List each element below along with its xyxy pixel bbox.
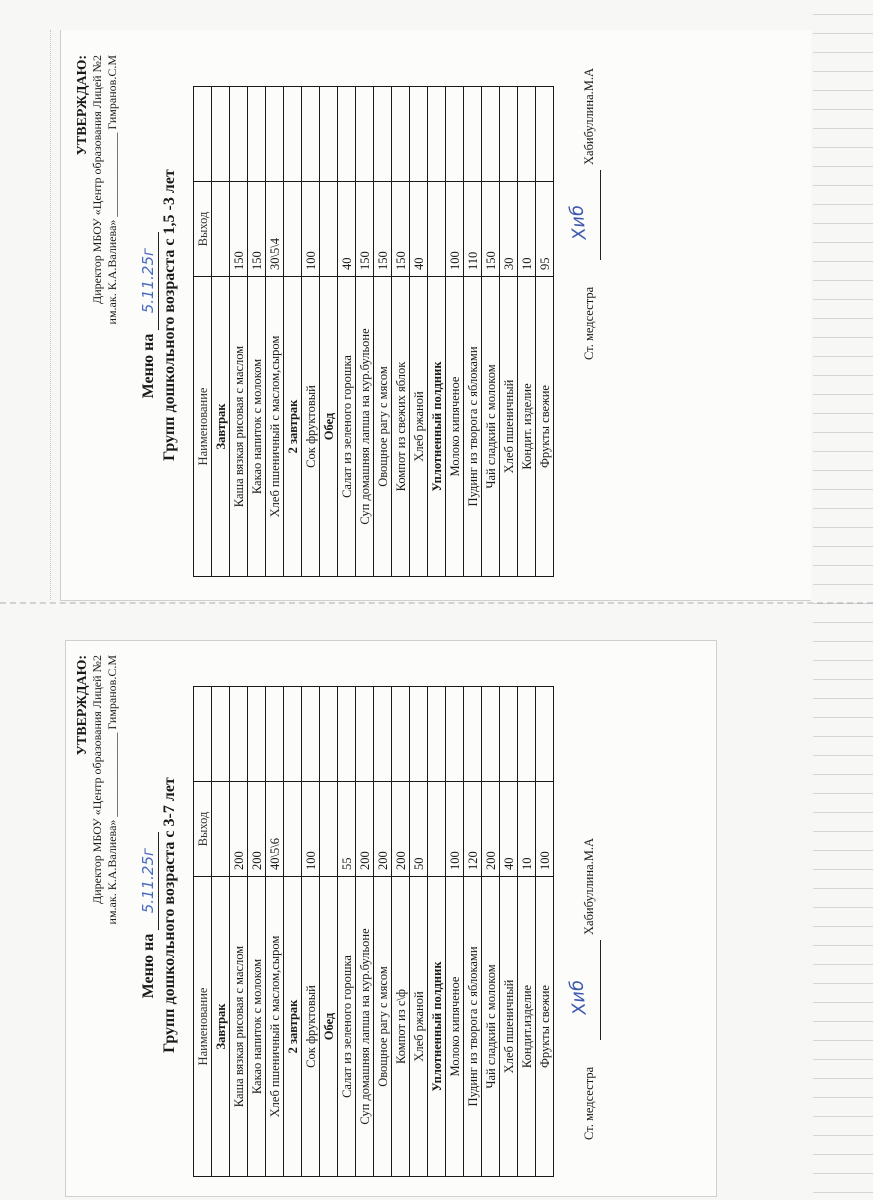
page-fold-line bbox=[0, 602, 873, 604]
column-header-output: Выход bbox=[194, 182, 212, 277]
empty-cell bbox=[518, 87, 536, 182]
dish-output: 200 bbox=[392, 782, 410, 877]
dish-output: 100 bbox=[446, 782, 464, 877]
dish-output: 150 bbox=[248, 182, 266, 277]
dish-name: Компот из свежих яблок bbox=[392, 277, 410, 577]
table-row bbox=[482, 87, 500, 577]
dish-name: Салат из зеленого горошка bbox=[338, 877, 356, 1177]
menu-label: Меню на bbox=[140, 933, 157, 999]
dish-name: Пудинг из творога с яблоками bbox=[464, 877, 482, 1177]
dish-name: Салат из зеленого горошка bbox=[338, 277, 356, 577]
approval-block bbox=[75, 655, 120, 1185]
handwritten-signature: Хиб bbox=[566, 978, 591, 1017]
meal-section-label: Завтрак bbox=[212, 277, 230, 577]
meal-section-label: Обед bbox=[320, 877, 338, 1177]
table-row bbox=[464, 87, 482, 577]
dish-name: Пудинг из творога с яблоками bbox=[464, 277, 482, 577]
dish-name: Компот из с\ф bbox=[392, 877, 410, 1177]
dish-name: Хлеб пшеничный bbox=[500, 277, 518, 577]
table-row bbox=[518, 687, 536, 1177]
dish-output: 200 bbox=[356, 782, 374, 877]
menu-title bbox=[138, 645, 159, 1185]
empty-cell bbox=[446, 87, 464, 182]
meal-section-label: Уплотненный полдник bbox=[428, 877, 446, 1177]
empty-cell bbox=[464, 687, 482, 782]
meal-section-label: 2 завтрак bbox=[284, 877, 302, 1177]
section-row bbox=[212, 687, 230, 1177]
empty-cell bbox=[536, 87, 554, 182]
dish-name: Каша вязкая рисовая с маслом bbox=[230, 877, 248, 1177]
dish-name: Фрукты свежие bbox=[536, 277, 554, 577]
table-row bbox=[338, 87, 356, 577]
meal-section-label: 2 завтрак bbox=[284, 277, 302, 577]
menu-document-toddlers bbox=[75, 45, 775, 585]
dish-output: 150 bbox=[374, 182, 392, 277]
empty-cell bbox=[212, 687, 230, 782]
menu-date-handwritten: 5.11.25г bbox=[138, 832, 159, 930]
section-row bbox=[320, 687, 338, 1177]
empty-cell bbox=[338, 87, 356, 182]
menu-title bbox=[138, 45, 159, 585]
empty-cell bbox=[464, 87, 482, 182]
column-header-empty bbox=[194, 87, 212, 182]
empty-cell bbox=[230, 87, 248, 182]
column-header-name: Наименование bbox=[194, 877, 212, 1177]
dish-name: Хлеб ржаной bbox=[410, 877, 428, 1177]
table-row bbox=[230, 687, 248, 1177]
empty-cell bbox=[536, 687, 554, 782]
table-row bbox=[374, 87, 392, 577]
empty-cell bbox=[482, 87, 500, 182]
dish-output: 150 bbox=[356, 182, 374, 277]
dish-output: 40\5\6 bbox=[266, 782, 284, 877]
empty-cell bbox=[392, 687, 410, 782]
dish-name: Хлеб ржаной bbox=[410, 277, 428, 577]
nurse-name: Хабибуллина.М.А bbox=[582, 837, 596, 935]
empty-cell bbox=[320, 87, 338, 182]
table-row bbox=[230, 87, 248, 577]
scan-left-edge bbox=[30, 30, 51, 600]
dish-output bbox=[212, 782, 230, 877]
dish-output: 100 bbox=[302, 782, 320, 877]
table-row bbox=[500, 687, 518, 1177]
dish-name: Хлеб пшеничный с маслом,сыром bbox=[266, 277, 284, 577]
dish-output: 100 bbox=[536, 782, 554, 877]
dish-name: Хлеб пшеничный с маслом,сыром bbox=[266, 877, 284, 1177]
dish-output: 150 bbox=[230, 182, 248, 277]
empty-cell bbox=[482, 687, 500, 782]
meal-section-label: Обед bbox=[320, 277, 338, 577]
section-row bbox=[284, 87, 302, 577]
dish-name: Какао напиток с молоком bbox=[248, 877, 266, 1177]
table-row bbox=[500, 87, 518, 577]
approval-title: УТВЕРЖДАЮ: bbox=[75, 55, 90, 156]
empty-cell bbox=[302, 87, 320, 182]
table-row bbox=[464, 687, 482, 1177]
dish-output bbox=[320, 182, 338, 277]
dish-output: 30 bbox=[500, 182, 518, 277]
dish-output: 95 bbox=[536, 182, 554, 277]
empty-cell bbox=[248, 87, 266, 182]
dish-name: Молоко кипяченое bbox=[446, 877, 464, 1177]
empty-cell bbox=[518, 687, 536, 782]
table-row bbox=[356, 687, 374, 1177]
menu-document-preschool bbox=[75, 645, 695, 1185]
section-row bbox=[428, 87, 446, 577]
menu-subtitle: Групп дошкольного возраста с 1,5 -3 лет bbox=[161, 169, 178, 461]
dish-name: Какао напиток с молоком bbox=[248, 277, 266, 577]
empty-cell bbox=[500, 87, 518, 182]
table-row bbox=[446, 687, 464, 1177]
table-row bbox=[392, 87, 410, 577]
column-header-empty bbox=[194, 687, 212, 782]
table-row bbox=[248, 687, 266, 1177]
dish-output bbox=[284, 782, 302, 877]
menu-label: Меню на bbox=[140, 333, 157, 399]
dish-name: Чай сладкий с молоком bbox=[482, 877, 500, 1177]
approval-director-name: Гимранов.С.М bbox=[105, 655, 119, 730]
table-row bbox=[266, 87, 284, 577]
nurse-role: Ст. медсестра bbox=[582, 1066, 596, 1140]
dish-output: 40 bbox=[500, 782, 518, 877]
table-header-row bbox=[194, 687, 212, 1177]
table-header-row bbox=[194, 87, 212, 577]
approval-director-name: Гимранов.С.М bbox=[105, 55, 119, 130]
column-header-output: Выход bbox=[194, 782, 212, 877]
dish-output bbox=[284, 182, 302, 277]
empty-cell bbox=[410, 687, 428, 782]
table-row bbox=[356, 87, 374, 577]
dish-output bbox=[320, 782, 338, 877]
dish-name: Суп домашняя лапша на кур.бульоне bbox=[356, 877, 374, 1177]
table-row bbox=[302, 687, 320, 1177]
approval-signature-line: им.ак. К.А.Валиева» ______________ Гимранов.С.М bbox=[105, 655, 119, 925]
dish-output: 200 bbox=[230, 782, 248, 877]
empty-cell bbox=[446, 687, 464, 782]
section-row bbox=[212, 87, 230, 577]
dish-output: 100 bbox=[302, 182, 320, 277]
table-row bbox=[302, 87, 320, 577]
approval-institution: им.ак. К.А.Валиева» bbox=[105, 819, 119, 925]
empty-cell bbox=[230, 687, 248, 782]
menu-subtitle: Групп дошкольного возраста с 3-7 лет bbox=[161, 777, 178, 1053]
dish-output: 10 bbox=[518, 182, 536, 277]
empty-cell bbox=[500, 687, 518, 782]
table-row bbox=[392, 687, 410, 1177]
dish-name: Суп домашняя лапша на кур.бульоне bbox=[356, 277, 374, 577]
scan-edge-noise bbox=[813, 0, 873, 1200]
empty-cell bbox=[284, 87, 302, 182]
empty-cell bbox=[248, 687, 266, 782]
dish-output: 50 bbox=[410, 782, 428, 877]
empty-cell bbox=[374, 687, 392, 782]
section-row bbox=[284, 687, 302, 1177]
dish-output bbox=[212, 182, 230, 277]
dish-output: 40 bbox=[338, 182, 356, 277]
dish-output: 200 bbox=[482, 782, 500, 877]
column-header-name: Наименование bbox=[194, 277, 212, 577]
table-row bbox=[248, 87, 266, 577]
dish-name: Овощное рагу с мясом bbox=[374, 877, 392, 1177]
empty-cell bbox=[392, 87, 410, 182]
empty-cell bbox=[302, 687, 320, 782]
table-row bbox=[536, 87, 554, 577]
approval-signature-line: им.ак. К.А.Валиева» ______________ Гимранов.С.М bbox=[105, 55, 119, 325]
table-row bbox=[536, 687, 554, 1177]
table-row bbox=[482, 687, 500, 1177]
dish-output: 40 bbox=[410, 182, 428, 277]
dish-output: 110 bbox=[464, 182, 482, 277]
menu-table-body bbox=[212, 87, 554, 577]
section-row bbox=[320, 87, 338, 577]
empty-cell bbox=[320, 687, 338, 782]
empty-cell bbox=[428, 87, 446, 182]
table-row bbox=[410, 87, 428, 577]
empty-cell bbox=[266, 687, 284, 782]
nurse-role: Ст. медсестра bbox=[582, 286, 596, 360]
empty-cell bbox=[266, 87, 284, 182]
dish-name: Кондит. изделие bbox=[518, 277, 536, 577]
nurse-name: Хабибуллина.М.А bbox=[582, 67, 596, 165]
approval-block bbox=[75, 55, 120, 585]
dish-name: Каша вязкая рисовая с маслом bbox=[230, 277, 248, 577]
menu-table bbox=[193, 686, 554, 1177]
table-row bbox=[338, 687, 356, 1177]
menu-date-handwritten: 5.11.25г bbox=[138, 232, 159, 330]
table-row bbox=[266, 687, 284, 1177]
empty-cell bbox=[410, 87, 428, 182]
dish-output: 200 bbox=[374, 782, 392, 877]
table-row bbox=[410, 687, 428, 1177]
meal-section-label: Уплотненный полдник bbox=[428, 277, 446, 577]
menu-table bbox=[193, 86, 554, 577]
approval-director-line: Директор МБОУ «Центр образования Лицей №2 bbox=[90, 655, 104, 904]
table-row bbox=[374, 687, 392, 1177]
dish-output bbox=[428, 782, 446, 877]
dish-name: Сок фруктовый bbox=[302, 877, 320, 1177]
handwritten-signature: Хиб bbox=[566, 203, 591, 242]
table-row bbox=[446, 87, 464, 577]
empty-cell bbox=[374, 87, 392, 182]
dish-output: 100 bbox=[446, 182, 464, 277]
dish-name: Сок фруктовый bbox=[302, 277, 320, 577]
dish-output: 150 bbox=[482, 182, 500, 277]
approval-institution: им.ак. К.А.Валиева» bbox=[105, 219, 119, 325]
approval-title: УТВЕРЖДАЮ: bbox=[75, 655, 90, 756]
dish-output: 150 bbox=[392, 182, 410, 277]
empty-cell bbox=[356, 687, 374, 782]
dish-name: Хлеб пшеничный bbox=[500, 877, 518, 1177]
dish-output: 120 bbox=[464, 782, 482, 877]
empty-cell bbox=[428, 687, 446, 782]
dish-output: 200 bbox=[248, 782, 266, 877]
dish-output: 55 bbox=[338, 782, 356, 877]
empty-cell bbox=[338, 687, 356, 782]
empty-cell bbox=[212, 87, 230, 182]
empty-cell bbox=[284, 687, 302, 782]
dish-name: Овощное рагу с мясом bbox=[374, 277, 392, 577]
table-row bbox=[518, 87, 536, 577]
section-row bbox=[428, 687, 446, 1177]
dish-name: Кондит.изделие bbox=[518, 877, 536, 1177]
dish-name: Молоко кипяченое bbox=[446, 277, 464, 577]
menu-table-body bbox=[212, 687, 554, 1177]
dish-output: 30\5\4 bbox=[266, 182, 284, 277]
dish-output bbox=[428, 182, 446, 277]
dish-name: Фрукты свежие bbox=[536, 877, 554, 1177]
approval-director-line: Директор МБОУ «Центр образования Лицей №2 bbox=[90, 55, 104, 304]
empty-cell bbox=[356, 87, 374, 182]
meal-section-label: Завтрак bbox=[212, 877, 230, 1177]
dish-output: 10 bbox=[518, 782, 536, 877]
dish-name: Чай сладкий с молоком bbox=[482, 277, 500, 577]
